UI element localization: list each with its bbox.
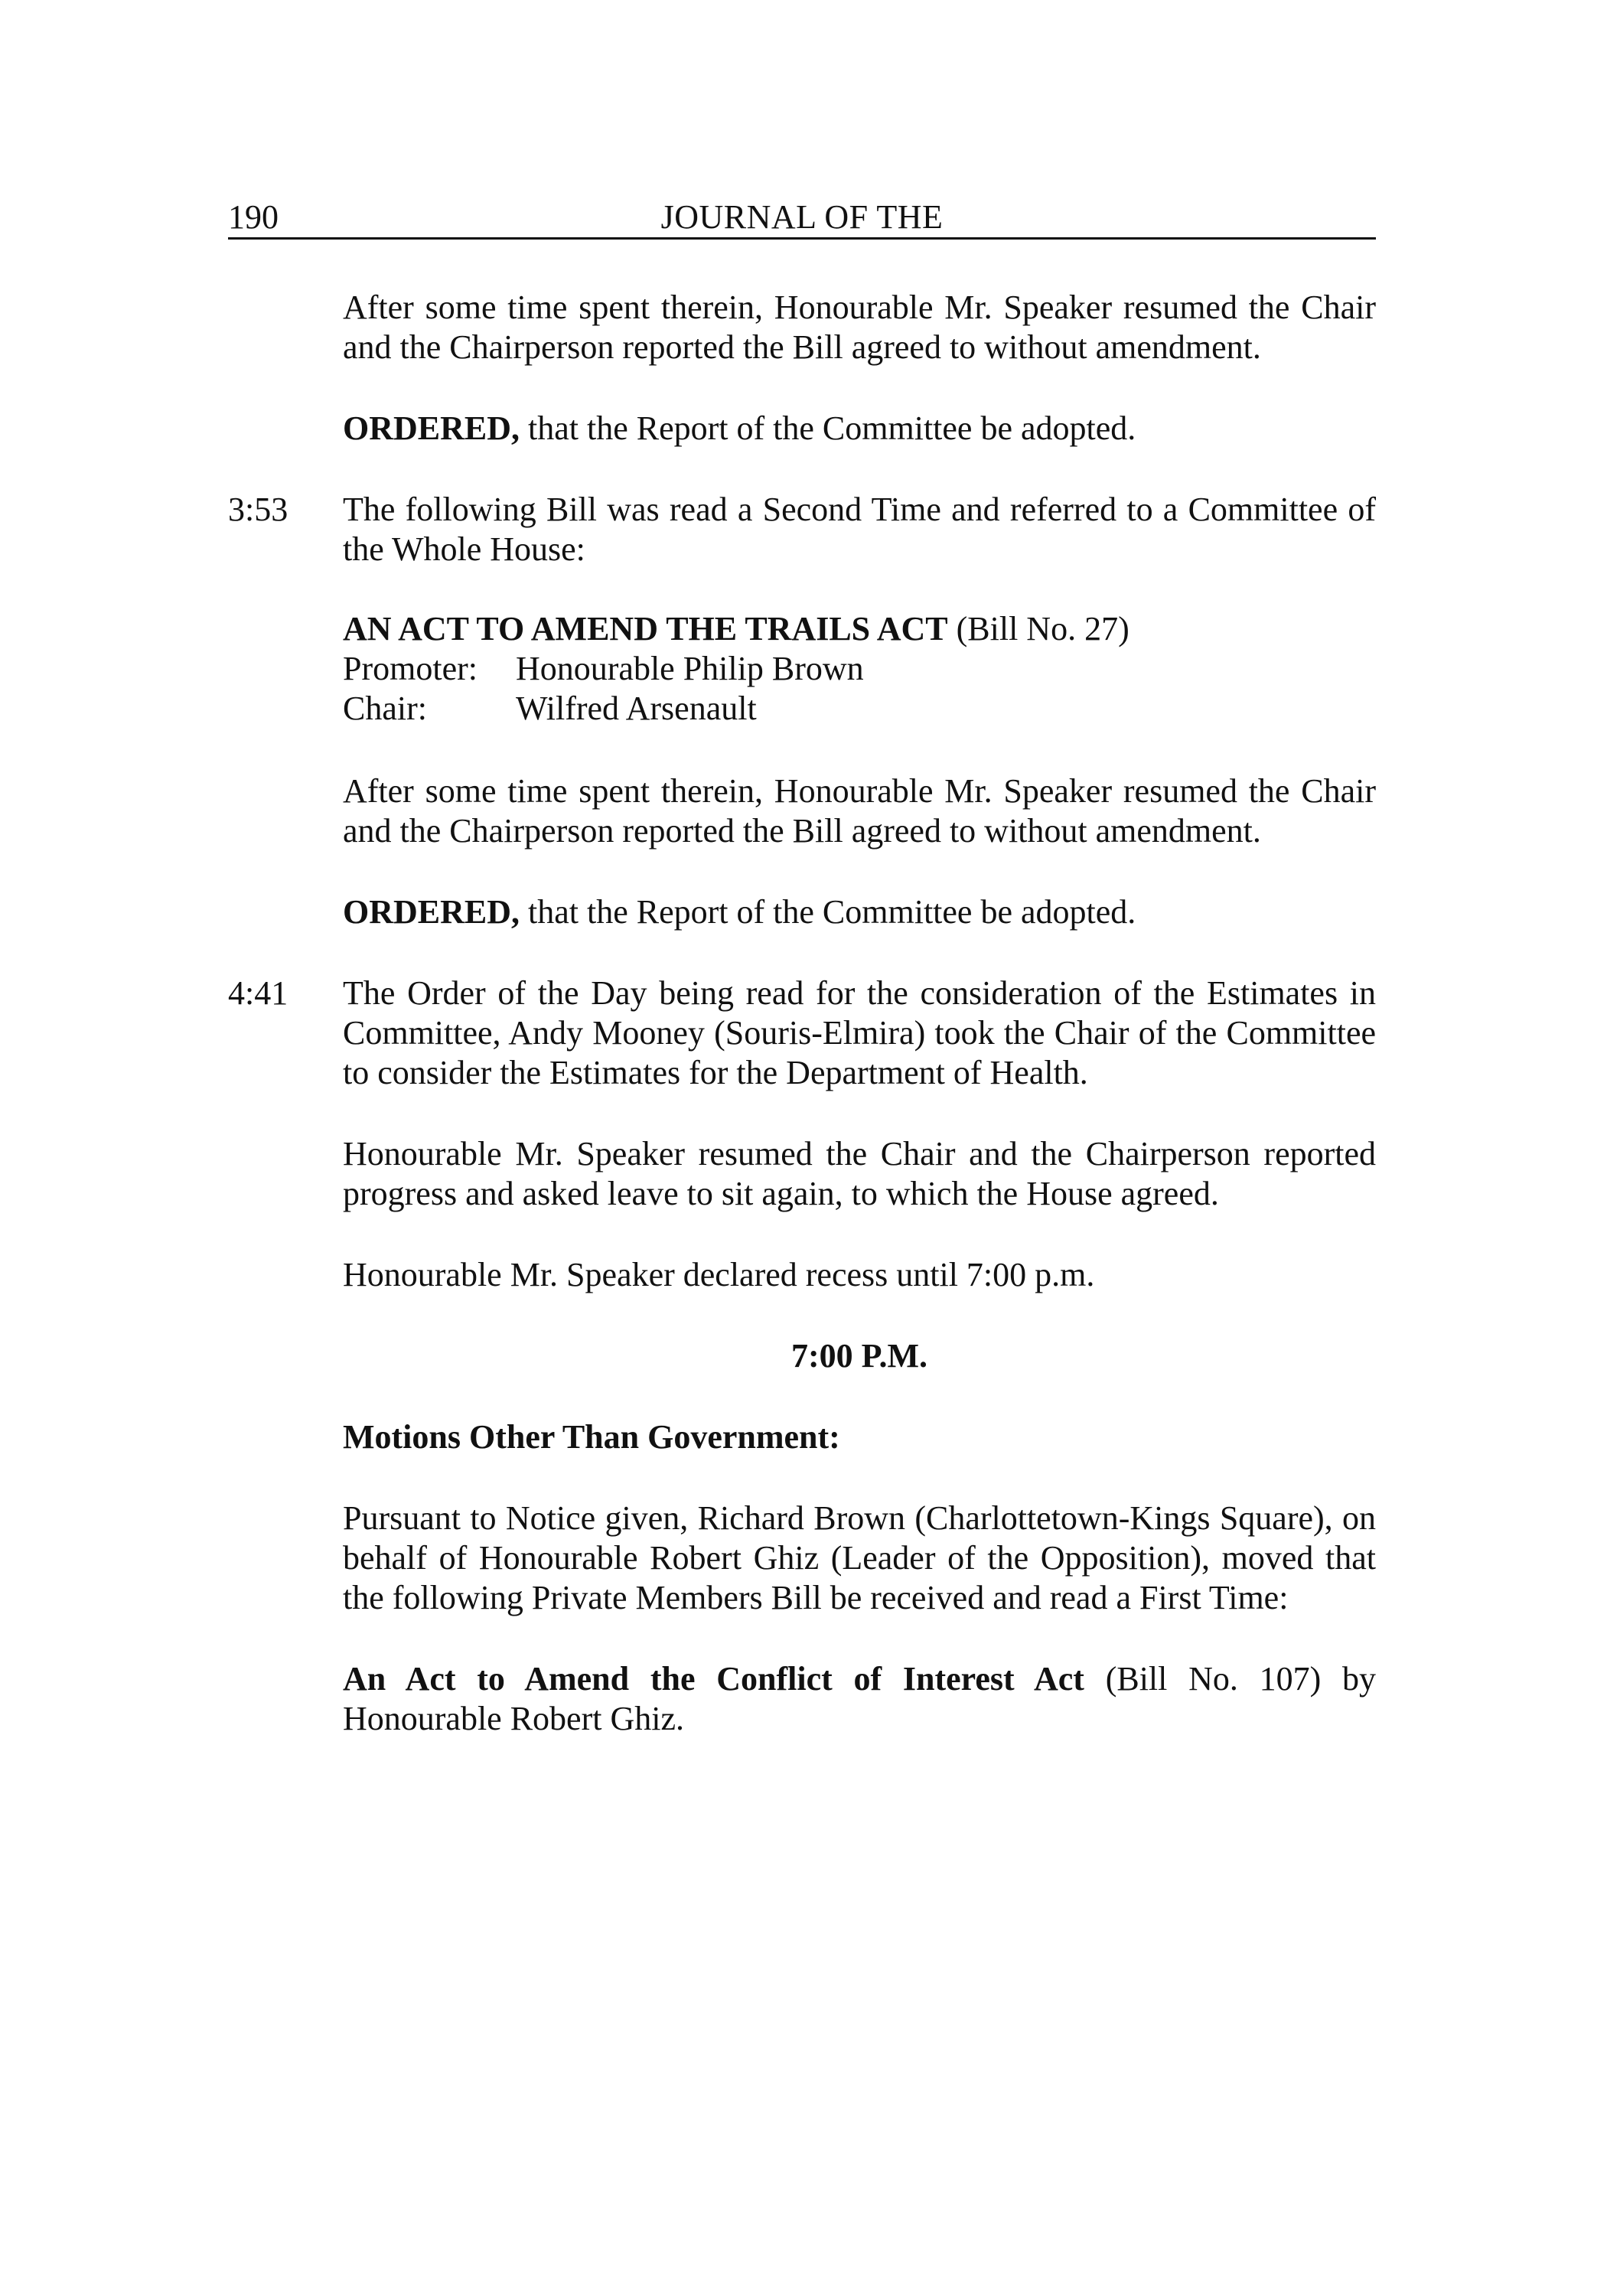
chair-row: Chair: Wilfred Arsenault: [343, 690, 757, 727]
page-number: 190: [228, 198, 279, 236]
time-stamp-441: 4:41: [228, 974, 288, 1012]
promoter-row: Promoter: Honourable Philip Brown: [343, 650, 864, 687]
paragraph-committee-report-1: After some time spent therein, Honourable Mr. Speaker resumed the Chair and the Chairperson reported the Bill agreed to without amendment.: [343, 289, 1376, 366]
bill-27-block: [343, 609, 1376, 729]
ordered-label: ORDERED,: [343, 409, 520, 447]
paragraph-second-reading: The following Bill was read a Second Time and referred to a Committee of the Whole House:: [343, 491, 1376, 568]
paragraph-estimates: The Order of the Day being read for the consideration of the Estimates in Committee, Andy Mooney (Souris-Elmira) took the Chair of the Committee to consider the Estimates for the Department of Health.: [343, 974, 1376, 1091]
time-stamp-353: 3:53: [228, 491, 288, 528]
bill-107-title: An Act to Amend the Conflict of Interest Act: [343, 1660, 1084, 1698]
ordered-paragraph-2: ORDERED, that the Report of the Committee be adopted.: [343, 893, 1136, 931]
running-head: JOURNAL OF THE: [660, 198, 944, 236]
bill-107-block: An Act to Amend the Conflict of Interest Act (Bill No. 107) by Honourable Robert Ghiz.: [343, 1660, 1376, 1737]
paragraph-private-members-bill: Pursuant to Notice given, Richard Brown (Charlottetown-Kings Square), on behalf of Honourable Robert Ghiz (Leader of the Opposition), moved that the following Private Members Bill be received and read a First Time:: [343, 1499, 1376, 1616]
paragraph-recess: Honourable Mr. Speaker declared recess until 7:00 p.m.: [343, 1256, 1095, 1293]
paragraph-committee-report-2: After some time spent therein, Honourable Mr. Speaker resumed the Chair and the Chairperson reported the Bill agreed to without amendment.: [343, 772, 1376, 850]
bill-27-title: AN ACT TO AMEND THE TRAILS ACT: [343, 610, 948, 647]
bill-27-number: (Bill No. 27): [947, 610, 1129, 647]
paragraph-progress: Honourable Mr. Speaker resumed the Chair and the Chairperson reported progress and asked leave to sit again, to which the House agreed.: [343, 1135, 1376, 1212]
evening-heading: 7:00 P.M.: [790, 1337, 928, 1375]
ordered-paragraph-1: ORDERED, that the Report of the Committee be adopted.: [343, 409, 1136, 447]
ordered-label: ORDERED,: [343, 893, 520, 931]
motions-heading: Motions Other Than Government:: [343, 1418, 840, 1456]
page-header: [228, 197, 1376, 240]
